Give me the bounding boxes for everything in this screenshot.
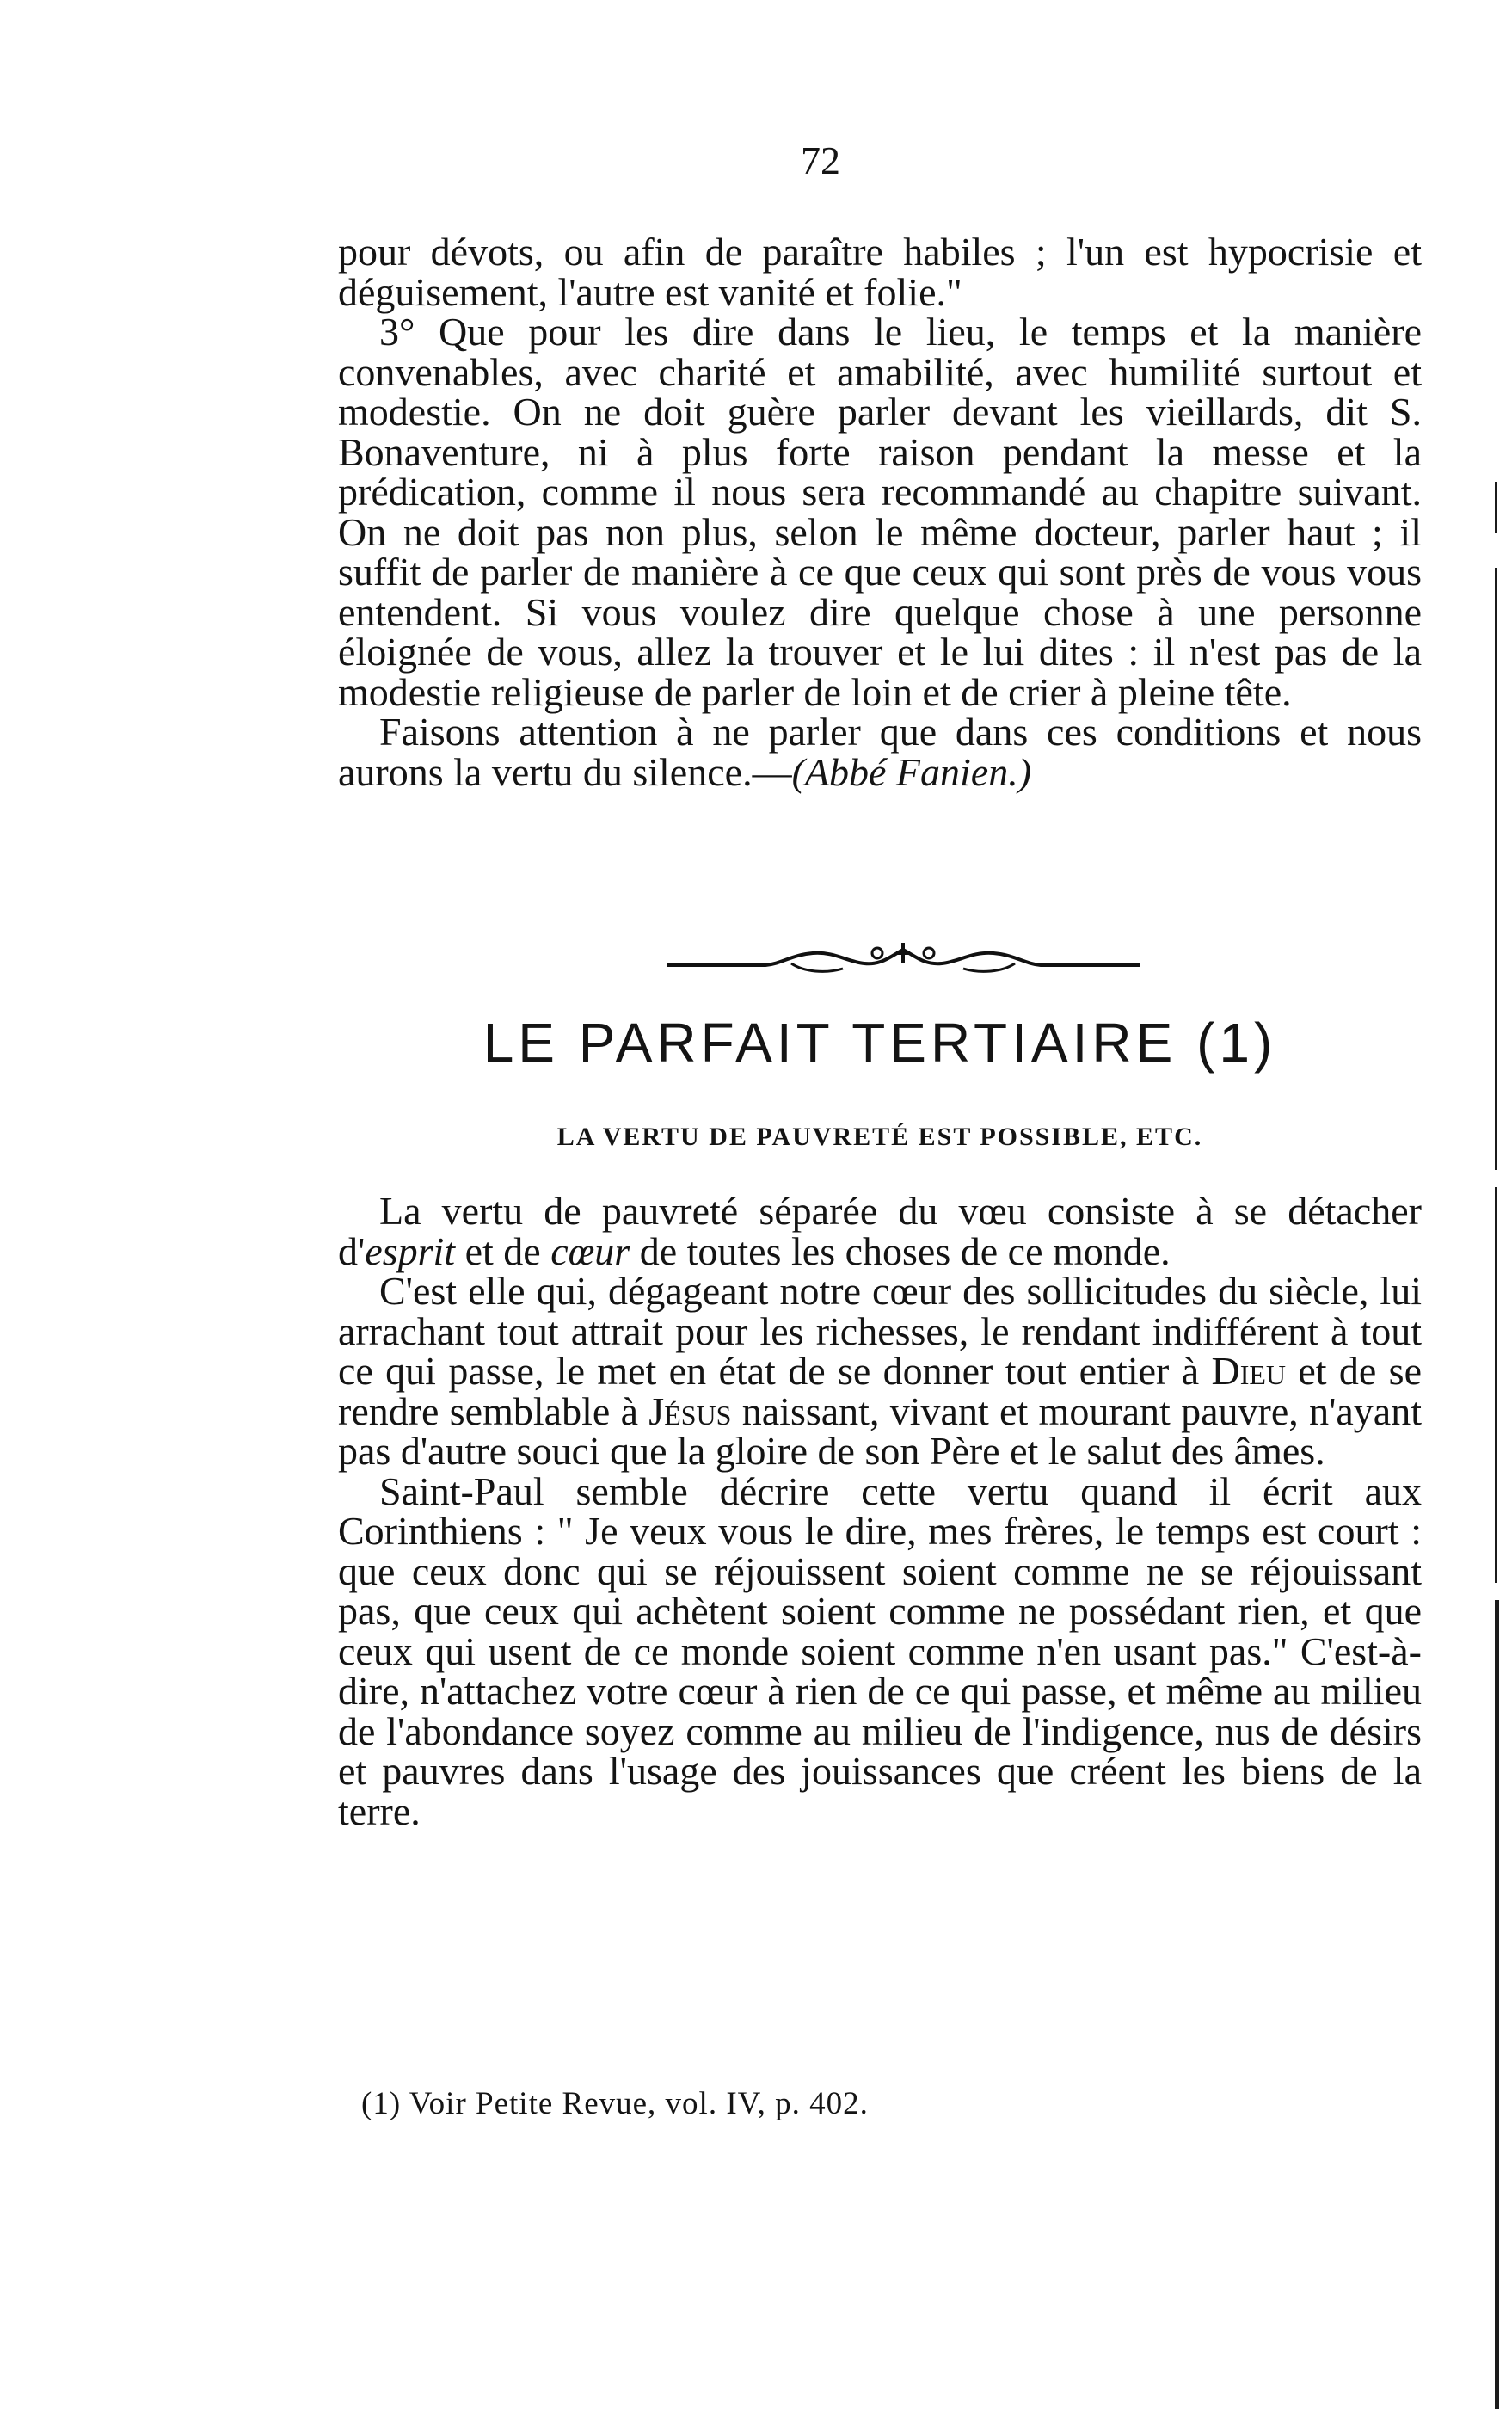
text-block-top: [338, 232, 1422, 792]
scan-edge-line: [1495, 482, 1497, 533]
page-number: 72: [801, 138, 840, 182]
paragraph-text: Faisons attention à ne parler que dans ces conditions et nous aurons la vertu du silence.—: [338, 710, 1422, 794]
footnote: (1) Voir Petite Revue, vol. IV, p. 402.: [361, 2086, 869, 2121]
attribution: (Abbé Fanien.): [791, 749, 1032, 794]
small-caps-word: Jésus: [648, 1388, 732, 1433]
fleuron-icon: [662, 938, 1144, 989]
emphasis: esprit: [365, 1228, 456, 1273]
emphasis: cœur: [550, 1228, 630, 1273]
paragraph: [338, 712, 1422, 792]
text-block-bottom: [338, 1191, 1422, 1831]
scan-edge-line: [1495, 1600, 1499, 2409]
small-caps-word: Dieu: [1211, 1349, 1287, 1393]
section-title: LE PARFAIT TERTIAIRE (1): [482, 1012, 1277, 1074]
scan-edge-line: [1495, 1187, 1497, 1583]
paragraph: C'est elle qui, dégageant notre cœur des sollicitudes du siècle, lui arrachant tout attrait pour les richesses, le rendant indifférent à tout ce qui passe, le met en état de se donner tout entier à Dieu et de se rendre semblable à Jésus naissant, vivant et mourant pauvre, n'ayant pas d'autre souci que la gloire de son Père et le salut des âmes.: [338, 1269, 1422, 1473]
paragraph: Saint-Paul semble décrire cette vertu quand il écrit aux Corinthiens : " Je veux vous le dire, mes frères, le temps est court : que ceux donc qui se réjouissent soient comme ne se réjouissant pas, que ceux qui achètent soient comme ne possédant rien, et que ceux qui usent de ce monde soient comme n'en usant pas." C'est-à-dire, n'attachez votre cœur à rien de ce qui passe, et même au milieu de l'abondance soyez comme au milieu de l'indigence, nus de désirs et pauvres dans l'usage des jouissances que créent les biens de la terre.: [338, 1468, 1422, 1833]
paragraph: 3° Que pour les dire dans le lieu, le temps et la manière convenables, avec charité et amabilité, avec humilité surtout et modestie. On ne doit guère parler devant les vieillards, dit S. Bonaventure, ni à plus forte raison pendant la messe et la prédication, comme il nous sera recommandé au chapitre suivant. On ne doit pas non plus, selon le même docteur, parler haut ; il suffit de parler de manière à ce que ceux qui sont près de vous vous entendent. Si vous voulez dire quelque chose à une personne éloignée de vous, allez la trouver et le lui dites : il n'est pas de la modestie religieuse de parler de loin et de crier à pleine tête.: [338, 310, 1422, 714]
section-subtitle: LA VERTU DE PAUVRETÉ EST POSSIBLE, ETC.: [556, 1123, 1203, 1151]
paragraph: pour dévots, ou afin de paraître habiles ; l'un est hypocrisie et déguisement, l'autre est vanité et folie.": [338, 230, 1422, 314]
paragraph: La vertu de pauvreté séparée du vœu consiste à se détacher d'esprit et de cœur de toutes les choses de ce monde.: [338, 1189, 1422, 1273]
title-footnote-marker: (1): [1196, 1012, 1277, 1074]
scan-edge-line: [1495, 568, 1497, 1170]
